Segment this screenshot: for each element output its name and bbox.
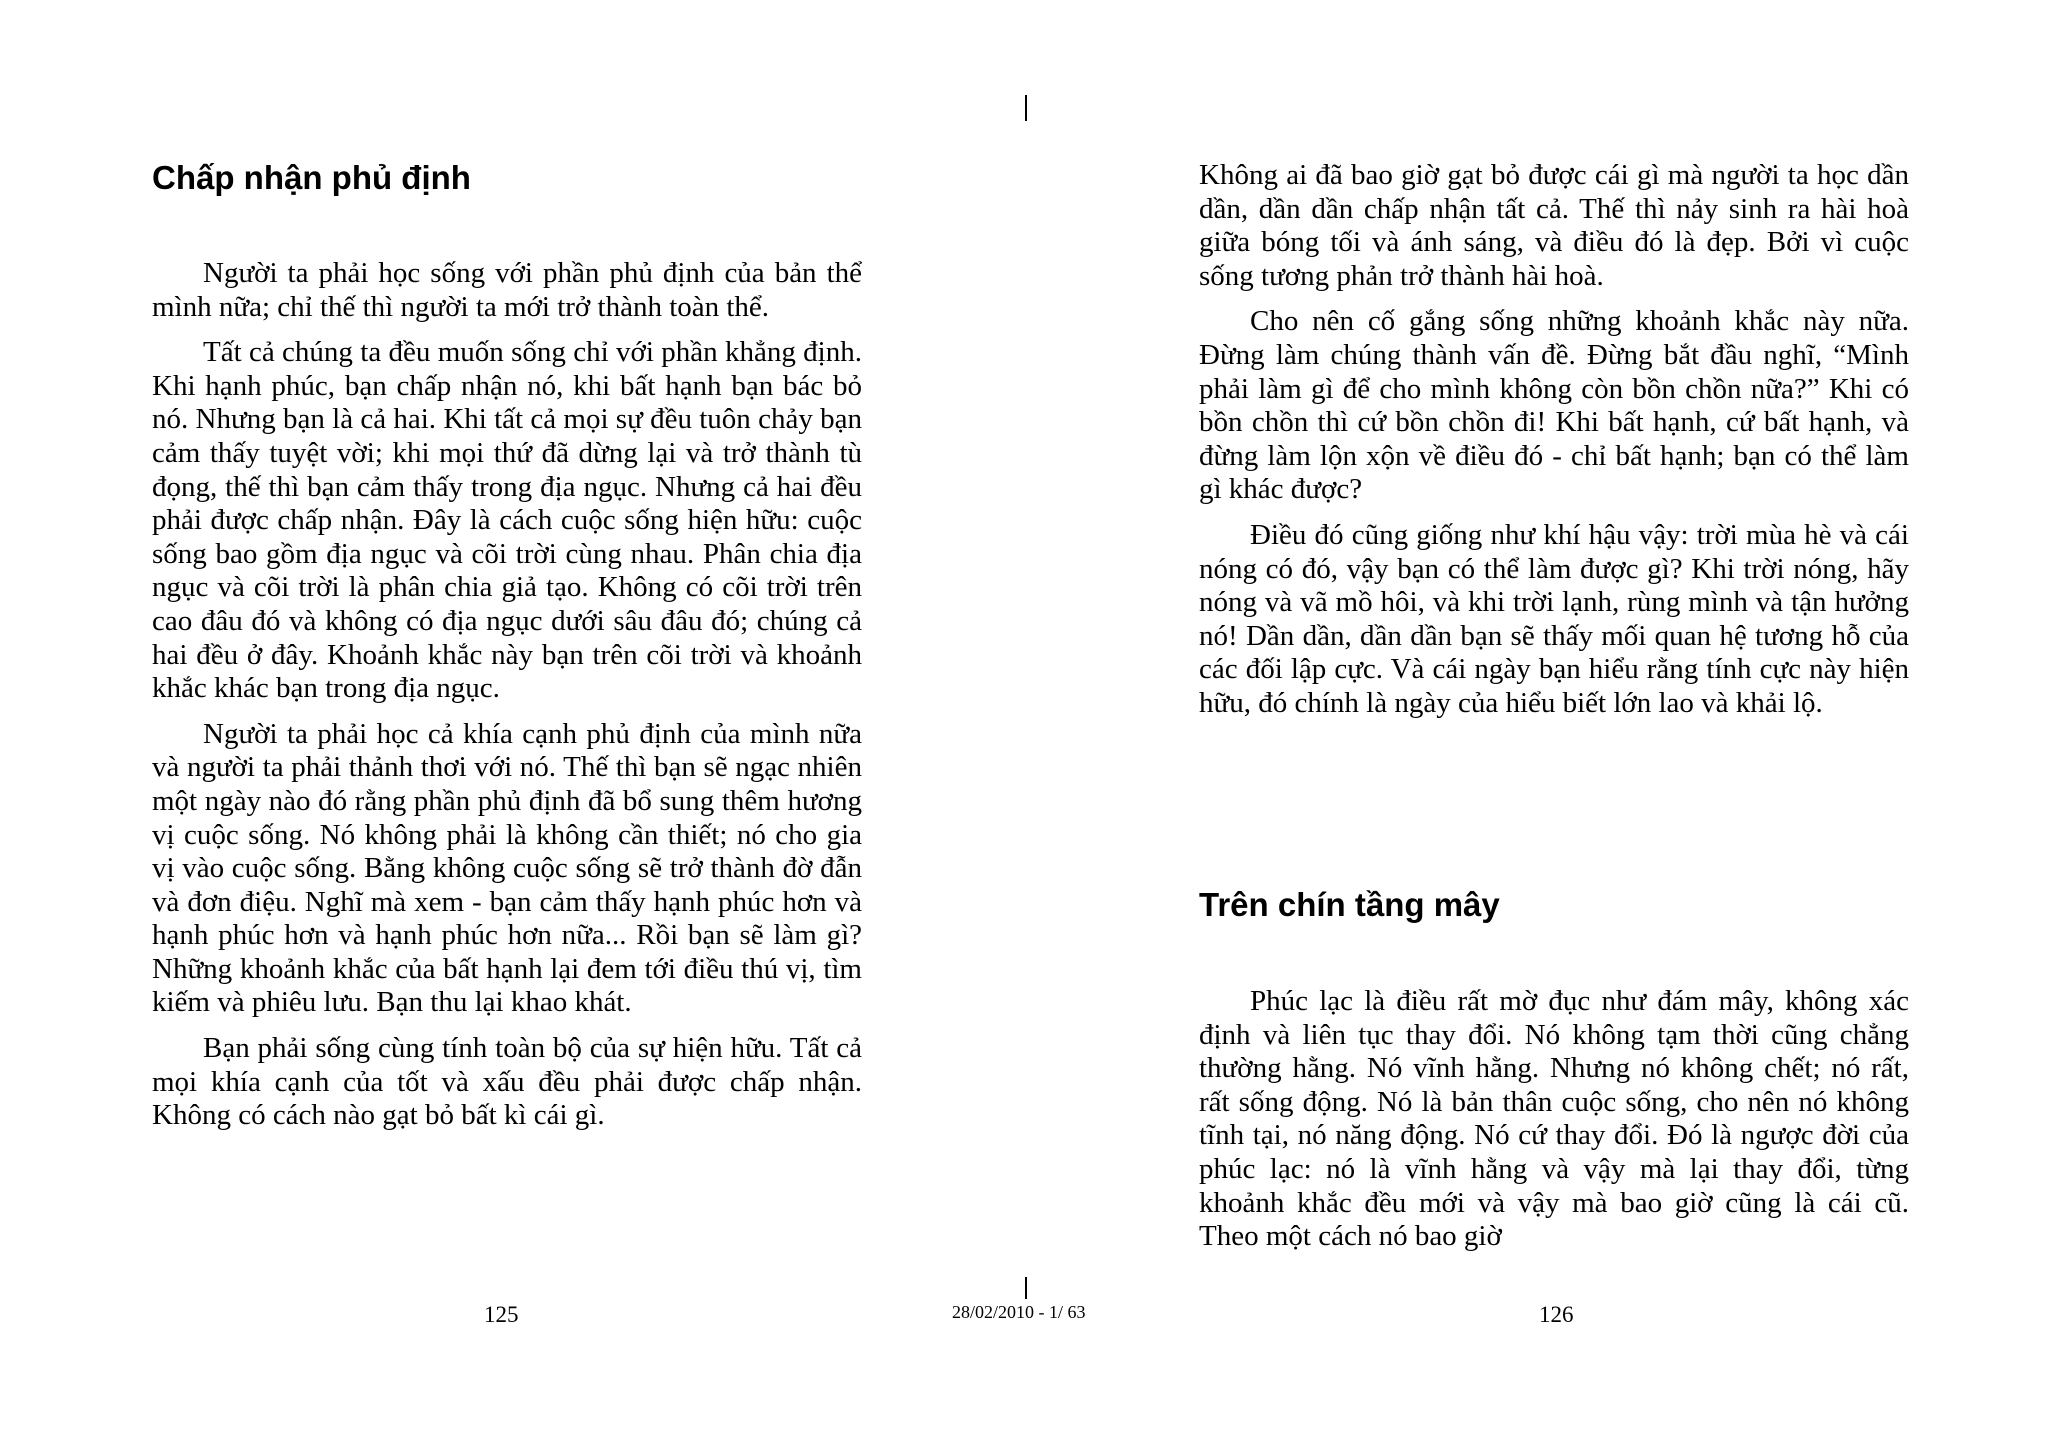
footer-date-label: 28/02/2010 - 1/ 63 — [952, 1302, 1086, 1322]
paragraph: Điều đó cũng giống như khí hậu vậy: trời mùa hè và cái nóng có đó, vậy bạn có thể làm được gì? Khi trời nóng, hãy nóng và vã mồ hôi, và khi trời lạnh, rùng mình và tận hưởng nó! Dần dần, dần dần bạn sẽ thấy mối quan hệ tương hỗ của các đối lập cực. Và cái ngày bạn hiểu rằng tính cực này hiện hữu, đó chính là ngày của hiểu biết lớn lao và khải lộ. — [1199, 518, 1909, 719]
right-page-top-body — [1199, 159, 1909, 733]
paragraph: Tất cả chúng ta đều muốn sống chỉ với phần khẳng định. Khi hạnh phúc, bạn chấp nhận nó, khi bất hạnh bạn bác bỏ nó. Nhưng bạn là cả hai. Khi tất cả mọi sự đều tuôn chảy bạn cảm thấy tuyệt vời; khi mọi thứ đã dừng lại và trở thành tù đọng, thế thì bạn cảm thấy trong địa ngục. Nhưng cả hai đều phải được chấp nhận. Đây là cách cuộc sống hiện hữu: cuộc sống bao gồm địa ngục và cõi trời cùng nhau. Phân chia địa ngục và cõi trời là phân chia giả tạo. Không có cõi trời trên cao đâu đó và không có địa ngục dưới sâu đâu đó; chúng cả hai đều ở đây. Khoảnh khắc này bạn trên cõi trời và khoảnh khắc khác bạn trong địa ngục. — [152, 336, 862, 705]
center-rule-top — [1025, 95, 1027, 121]
center-rule-bottom — [1025, 1277, 1027, 1299]
right-page-number: 126 — [1539, 1302, 1574, 1327]
left-page-number: 125 — [484, 1302, 519, 1327]
paragraph: Người ta phải học cả khía cạnh phủ định của mình nữa và người ta phải thảnh thơi với nó. Thế thì bạn sẽ ngạc nhiên một ngày nào đó rằng phần phủ định đã bổ sung thêm hương vị cuộc sống. Nó không phải là không cần thiết; nó cho gia vị vào cuộc sống. Bằng không cuộc sống sẽ trở thành đờ đẫn và đơn điệu. Nghĩ mà xem - bạn cảm thấy hạnh phúc hơn và hạnh phúc hơn và hạnh phúc hơn nữa... Rồi bạn sẽ làm gì? Những khoảnh khắc của bất hạnh lại đem tới điều thú vị, tìm kiếm và phiêu lưu. Bạn thu lại khao khát. — [152, 717, 862, 1019]
paragraph: Cho nên cố gắng sống những khoảnh khắc này nữa. Đừng làm chúng thành vấn đề. Đừng bắt đầu nghĩ, “Mình phải làm gì để cho mình không còn bồn chồn nữa?” Khi có bồn chồn thì cứ bồn chồn đi! Khi bất hạnh, cứ bất hạnh, và đừng làm lộn xộn về điều đó - chỉ bất hạnh; bạn có thể làm gì khác được? — [1199, 305, 1909, 506]
left-page-heading: Chấp nhận phủ định — [152, 159, 471, 196]
paragraph: Người ta phải học sống với phần phủ định của bản thể mình nữa; chỉ thế thì người ta mới trở thành toàn thể. — [152, 257, 862, 323]
paragraph: Phúc lạc là điều rất mờ đục như đám mây, không xác định và liên tục thay đổi. Nó không tạm thời cũng chẳng thường hằng. Nó vĩnh hằng. Nhưng nó không chết; nó rất, rất sống động. Nó là bản thân cuộc sống, cho nên nó không tĩnh tại, nó năng động. Nó cứ thay đổi. Đó là ngược đời của phúc lạc: nó là vĩnh hằng và vậy mà lại thay đổi, từng khoảnh khắc đều mới và vậy mà bao giờ cũng là cái cũ. Theo một cách nó bao giờ — [1199, 985, 1909, 1253]
paragraph: Bạn phải sống cùng tính toàn bộ của sự hiện hữu. Tất cả mọi khía cạnh của tốt và xấu đều phải được chấp nhận. Không có cách nào gạt bỏ bất kì cái gì. — [152, 1032, 862, 1132]
right-page-bottom-body — [1199, 985, 1909, 1266]
paragraph: Không ai đã bao giờ gạt bỏ được cái gì mà người ta học dần dần, dần dần chấp nhận tất cả. Thế thì nảy sinh ra hài hoà giữa bóng tối và ánh sáng, và điều đó là đẹp. Bởi vì cuộc sống tương phản trở thành hài hoà. — [1199, 159, 1909, 292]
right-page-heading: Trên chín tầng mây — [1199, 886, 1500, 923]
left-page-body — [152, 257, 862, 1145]
